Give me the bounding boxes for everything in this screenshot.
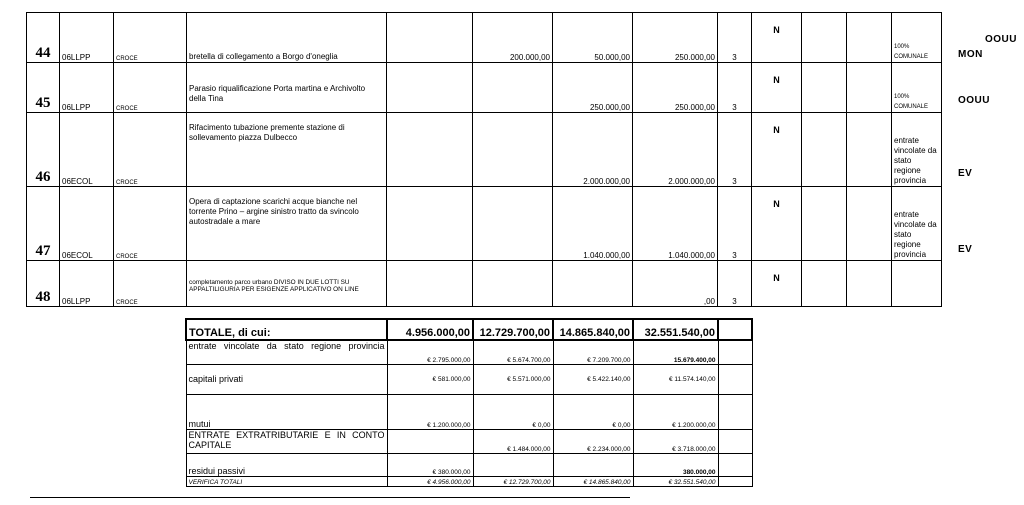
project-description: Parasio riqualificazione Porta martina e Archivolto della Tina — [187, 63, 387, 113]
location: CROCE — [114, 13, 187, 63]
amount-year3: 250.000,00 — [553, 63, 633, 113]
value-year2: € 0,00 — [473, 394, 553, 429]
amount-year2 — [473, 261, 553, 307]
totals-row-label: entrate vincolate da stato regione provincia — [186, 340, 387, 364]
amount-year1 — [387, 13, 473, 63]
value-year3: € 0,00 — [553, 394, 633, 429]
amount-year3 — [553, 261, 633, 307]
row-number: 47 — [27, 187, 60, 261]
value-year1: € 1.200.000,00 — [387, 394, 473, 429]
total-year1: 4.956.000,00 — [387, 319, 473, 340]
totals-row-label: residui passivi — [186, 453, 387, 476]
department-code: 06LLPP — [60, 63, 114, 113]
value-total: € 32.551.540,00 — [633, 476, 718, 486]
row-number: 48 — [27, 261, 60, 307]
value-year3: € 5.422.140,00 — [553, 364, 633, 394]
value-year1: € 2.795.000,00 — [387, 340, 473, 364]
funding-source: entrate vincolate da stato regione provincia — [892, 113, 942, 187]
value-year3 — [553, 453, 633, 476]
value-year1: € 581.000,00 — [387, 364, 473, 394]
totals-row-label: capitali privati — [186, 364, 387, 394]
table-row — [27, 187, 942, 261]
funding-source — [892, 261, 942, 307]
amount-year3: 2.000.000,00 — [553, 113, 633, 187]
totals-row-label: VERIFICA TOTALI — [186, 476, 387, 486]
department-code: 06LLPP — [60, 261, 114, 307]
location: CROCE — [114, 261, 187, 307]
flag: N — [752, 187, 802, 261]
total-year2: 12.729.700,00 — [473, 319, 553, 340]
totals-row-label: ENTRATE EXTRATRIBUTARIE E IN CONTO CAPITALE — [186, 429, 387, 453]
total-year3: 14.865.840,00 — [553, 319, 633, 340]
project-description: Opera di captazione scarichi acque bianche nel torrente Prino – argine sinistro tratto da svincolo autostradale a mare — [187, 187, 387, 261]
value-year3: € 2.234.000,00 — [553, 429, 633, 453]
location: CROCE — [114, 187, 187, 261]
amount-year2 — [473, 113, 553, 187]
value-year1: € 4.956.000,00 — [387, 476, 473, 486]
amount-year1 — [387, 63, 473, 113]
value-total: € 1.200.000,00 — [633, 394, 718, 429]
totals-row — [186, 364, 752, 394]
location: CROCE — [114, 63, 187, 113]
amount-total: 250.000,00 — [633, 63, 718, 113]
category-tag: MON — [958, 49, 983, 60]
value-year2 — [473, 453, 553, 476]
totals-header-row — [186, 319, 752, 340]
value-year2: € 5.674.700,00 — [473, 340, 553, 364]
category-tag: OOUU — [958, 95, 990, 106]
priority: 3 — [718, 261, 752, 307]
amount-total: 2.000.000,00 — [633, 113, 718, 187]
totals-row — [186, 429, 752, 453]
priority: 3 — [718, 187, 752, 261]
row-number: 46 — [27, 113, 60, 187]
totals-table — [185, 318, 753, 487]
value-year3: € 14.865.840,00 — [553, 476, 633, 486]
priority: 3 — [718, 13, 752, 63]
table-row — [27, 261, 942, 307]
amount-year2 — [473, 63, 553, 113]
amount-total: 250.000,00 — [633, 13, 718, 63]
projects-table — [26, 12, 942, 307]
totals-row — [186, 394, 752, 429]
amount-year1 — [387, 113, 473, 187]
value-total: € 11.574.140,00 — [633, 364, 718, 394]
category-tag: OOUU — [985, 34, 1017, 45]
amount-year2 — [473, 187, 553, 261]
totals-label: TOTALE, di cui: — [186, 319, 387, 340]
total-overall: 32.551.540,00 — [633, 319, 718, 340]
category-tag: EV — [958, 244, 973, 255]
project-description: completamento parco urbano DIVISO IN DUE LOTTI SU APPALTILIGURIA PER ESIGENZE APPLICATIVO ON LINE — [187, 261, 387, 307]
amount-total: ,00 — [633, 261, 718, 307]
amount-year2: 200.000,00 — [473, 13, 553, 63]
project-description: bretella di collegamento a Borgo d'oneglia — [187, 13, 387, 63]
value-year3: € 7.209.700,00 — [553, 340, 633, 364]
amount-year1 — [387, 261, 473, 307]
value-total: € 3.718.000,00 — [633, 429, 718, 453]
totals-check-row — [186, 476, 752, 486]
totals-row-label: mutui — [186, 394, 387, 429]
priority: 3 — [718, 113, 752, 187]
location: CROCE — [114, 113, 187, 187]
amount-year3: 1.040.000,00 — [553, 187, 633, 261]
value-total: 380.000,00 — [633, 453, 718, 476]
flag: N — [752, 13, 802, 63]
footer-rule — [30, 497, 630, 498]
department-code: 06ECOL — [60, 187, 114, 261]
funding-source: 100% COMUNALE — [892, 63, 942, 113]
amount-total: 1.040.000,00 — [633, 187, 718, 261]
value-year1 — [387, 429, 473, 453]
funding-source: 100% COMUNALE — [892, 13, 942, 63]
table-row — [27, 63, 942, 113]
totals-row — [186, 453, 752, 476]
department-code: 06LLPP — [60, 13, 114, 63]
value-year2: € 12.729.700,00 — [473, 476, 553, 486]
table-row — [27, 13, 942, 63]
flag: N — [752, 261, 802, 307]
row-number: 45 — [27, 63, 60, 113]
row-number: 44 — [27, 13, 60, 63]
value-total: 15.679.400,00 — [633, 340, 718, 364]
amount-year3: 50.000,00 — [553, 13, 633, 63]
priority: 3 — [718, 63, 752, 113]
value-year2: € 1.484.000,00 — [473, 429, 553, 453]
department-code: 06ECOL — [60, 113, 114, 187]
totals-row — [186, 340, 752, 364]
flag: N — [752, 113, 802, 187]
project-description: Rifacimento tubazione premente stazione di sollevamento piazza Dulbecco — [187, 113, 387, 187]
amount-year1 — [387, 187, 473, 261]
value-year1: € 380.000,00 — [387, 453, 473, 476]
value-year2: € 5.571.000,00 — [473, 364, 553, 394]
funding-source: entrate vincolate da stato regione provincia — [892, 187, 942, 261]
flag: N — [752, 63, 802, 113]
table-row — [27, 113, 942, 187]
category-tag: EV — [958, 168, 973, 179]
